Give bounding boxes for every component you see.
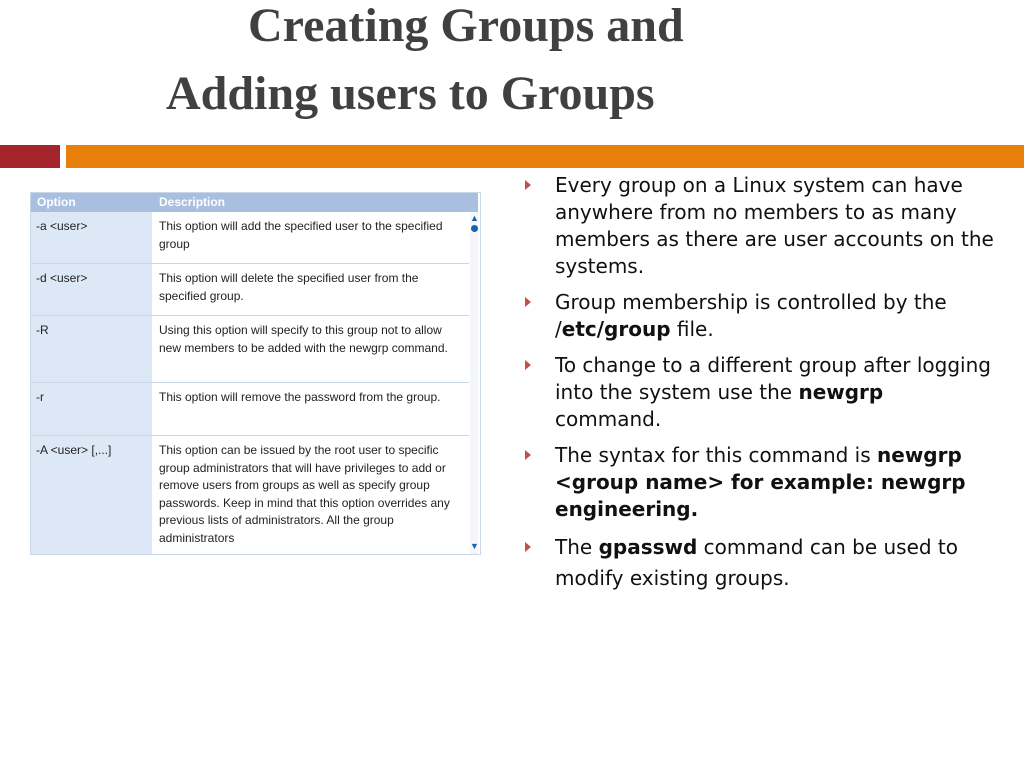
bullet-bold-text: gpasswd bbox=[598, 535, 698, 559]
description-cell: This option can be issued by the root user to specific group administrators that will have privileges to add or remove users from groups as well as specify group passwords. Keep in mind that this option overrides any previous lists of administrators. All the group administrators bbox=[159, 443, 450, 545]
bullet-text: The syntax for this command is bbox=[555, 443, 878, 467]
bullet-arrow-icon bbox=[525, 360, 531, 370]
option-cell: -d <user> bbox=[36, 271, 88, 285]
bullet-arrow-icon bbox=[525, 297, 531, 307]
bullet-item bbox=[525, 442, 995, 523]
bullet-bold-text: newgrp bbox=[798, 380, 884, 404]
scroll-thumb[interactable] bbox=[471, 225, 478, 232]
option-cell: -a <user> bbox=[36, 219, 88, 233]
description-cell: This option will delete the specified user from the specified group. bbox=[159, 271, 419, 303]
bullet-item bbox=[525, 289, 995, 343]
bullet-text: Every group on a Linux system can have anywhere from no members to as many members as there are user accounts on the systems. bbox=[555, 173, 994, 278]
title-line-2: Adding users to Groups bbox=[166, 67, 655, 120]
table-scrollbar[interactable] bbox=[470, 212, 478, 554]
scroll-down-arrow-icon[interactable]: ▼ bbox=[470, 541, 479, 551]
description-cell: This option will remove the password from the group. bbox=[159, 390, 441, 404]
bullet-bold-text: etc/group bbox=[561, 317, 671, 341]
bullet-arrow-icon bbox=[525, 450, 531, 460]
bullet-text: To change to a different group after logging into the system use the bbox=[555, 353, 991, 404]
description-cell: Using this option will specify to this group not to allow new members to be added with the newgrp command. bbox=[159, 323, 448, 355]
header-option: Option bbox=[37, 195, 76, 209]
bullet-arrow-icon bbox=[525, 542, 531, 552]
scroll-up-arrow-icon[interactable]: ▲ bbox=[470, 213, 479, 223]
table-row bbox=[31, 436, 469, 555]
bullet-list bbox=[525, 172, 995, 603]
table-row bbox=[31, 316, 469, 383]
option-cell: -A <user> [,...] bbox=[36, 443, 112, 457]
table-row bbox=[31, 264, 469, 316]
option-cell: -R bbox=[36, 323, 49, 337]
bullet-item bbox=[525, 352, 995, 433]
bullet-item bbox=[525, 172, 995, 280]
bullet-text: command can be used to modify existing groups. bbox=[555, 535, 959, 590]
option-cell: -r bbox=[36, 390, 44, 404]
bullet-text: Group membership is controlled by the / bbox=[555, 290, 947, 341]
accent-bar-orange bbox=[66, 145, 1024, 168]
options-table bbox=[30, 192, 481, 555]
bullet-item bbox=[525, 532, 995, 594]
table-row bbox=[31, 383, 469, 436]
title-line-1: Creating Groups and bbox=[248, 0, 684, 52]
accent-bar-red bbox=[0, 145, 60, 168]
bullet-arrow-icon bbox=[525, 180, 531, 190]
bullet-text: command. bbox=[555, 407, 662, 431]
bullet-bold-text: newgrp <group name> for example: newgrp engineering. bbox=[555, 443, 966, 521]
bullet-text: file. bbox=[670, 317, 714, 341]
header-description: Description bbox=[159, 195, 226, 209]
table-row bbox=[31, 212, 469, 264]
table-header bbox=[31, 193, 478, 212]
description-cell: This option will add the specified user to the specified group bbox=[159, 219, 443, 251]
bullet-text: The bbox=[555, 535, 599, 559]
